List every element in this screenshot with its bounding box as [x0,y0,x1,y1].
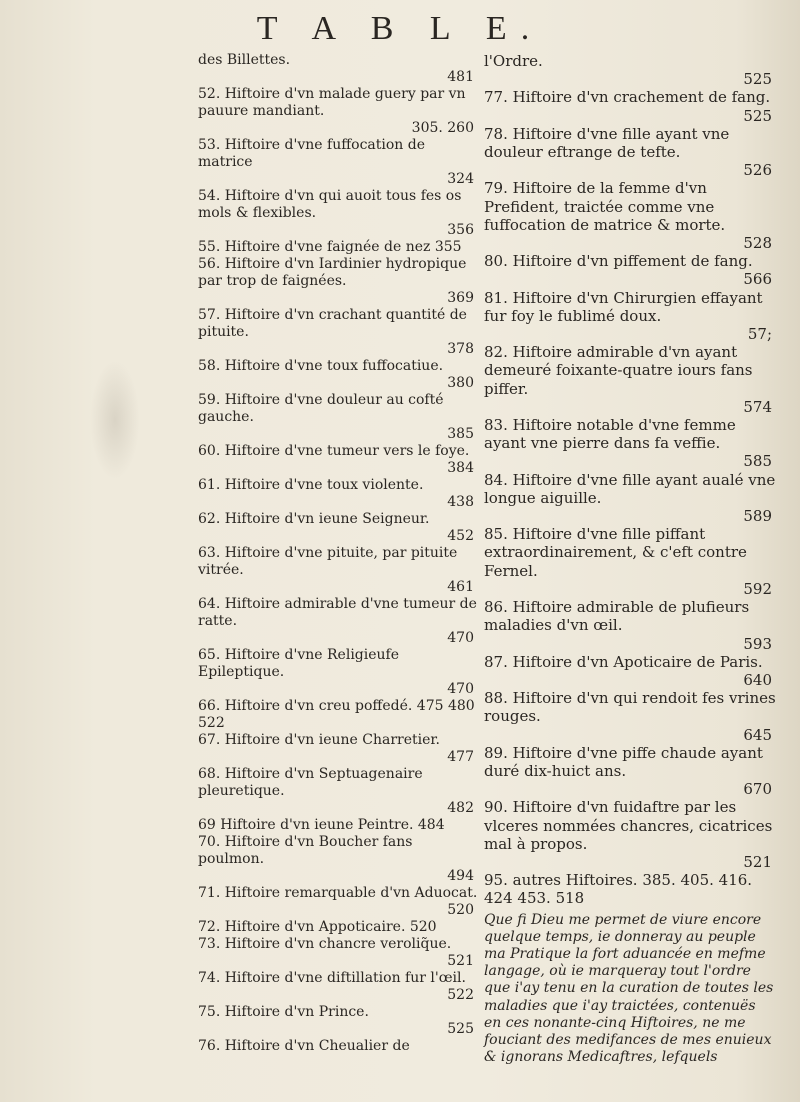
entry-page-number: 380 [447,375,474,391]
index-entry [198,885,478,919]
entry-text: 74. Hiftoire d'vne diftillation fur l'œil. [198,970,466,986]
index-entry [484,252,776,288]
entry-page-number: 481 [447,69,474,85]
entry-page-number: 482 [447,800,474,816]
index-entry [198,239,478,256]
entry-text: 52. Hiftoire d'vn malade guery par vn pauure mandiant. [198,86,466,119]
page-stain [90,360,140,480]
entry-text: 81. Hiftoire d'vn Chirurgien effayant fur foy le fublimé doux. [484,288,763,325]
index-entry [484,179,776,252]
entry-page-number: 589 [743,507,772,526]
entry-text: 60. Hiftoire d'vne tumeur vers le foye. [198,443,470,459]
index-entry [198,358,478,392]
index-entry [198,970,478,1004]
entry-text: 54. Hiftoire d'vn qui auoit tous fes os mols & flexibles. [198,188,462,221]
entry-text: 63. Hiftoire d'vne pituite, par pituite vitrée. [198,545,458,578]
entry-page-number: 452 [447,528,474,544]
index-entry [198,596,478,647]
entry-text: 78. Hiftoire d'vne fille ayant vne douleur eftrange de tefte. [484,124,730,162]
entry-text: 86. Hiftoire admirable de plufieurs maladies d'vn œil. [484,598,750,635]
entry-text: 90. Hiftoire d'vn fuidaftre par les vlceres nommées chancres, cicatrices mal à propos. [484,798,773,853]
entry-text: 89. Hiftoire d'vne piffe chaude ayant duré dix-huict ans. [484,743,763,780]
index-entry [198,732,478,766]
entry-page-number: 592 [743,579,772,598]
entry-page-number: 574 [743,397,772,416]
entry-text: 69 Hiftoire d'vn ieune Peintre. 484 [198,817,445,833]
index-entry [198,52,478,86]
index-entry [484,416,776,471]
entry-page-number: 521 [447,953,474,969]
index-entry [198,86,478,137]
entry-page-number: 526 [743,161,772,180]
page-header: T A B L E. [256,10,544,47]
entry-text: 65. Hiftoire d'vne Religieufe Epileptique. [198,647,400,680]
entry-text: 82. Hiftoire admirable d'vn ayant demeuré foixante-quatre iours fans piffer. [484,343,753,398]
entry-page-number: 522 [447,987,474,1003]
entry-text: 62. Hiftoire d'vn ieune Seigneur. [198,511,430,527]
entry-page-number: 438 [447,494,474,510]
entry-text: 80. Hiftoire d'vn piffement de fang. [484,252,753,271]
index-entry [198,1038,478,1055]
entry-text: 57. Hiftoire d'vn crachant quantité de pituite. [198,307,467,340]
entry-text: des Billettes. [198,52,291,68]
index-entry [484,471,776,526]
entry-page-number: 378 [447,341,474,357]
index-entry [198,766,478,817]
index-entry [484,525,776,598]
entry-page-number: 525 [447,1021,474,1037]
index-entry [198,698,478,732]
entry-text: 61. Hiftoire d'vne toux violente. [198,477,424,493]
entry-page-number: 305. 260 [411,120,474,136]
entry-page-number: 324 [447,171,474,187]
index-entry [198,919,478,936]
index-entry [198,137,478,188]
index-entry [484,689,776,744]
entry-page-number: 470 [447,630,474,646]
entry-text: 67. Hiftoire d'vn ieune Charretier. [198,732,440,748]
entry-page-number: 384 [447,460,474,476]
entry-text: 68. Hiftoire d'vn Septuagenaire pleuretique. [198,766,423,799]
closing-note: Que fi Dieu me permet de viure encore quelque temps, ie donneray au peuple ma Pratique la fort aduancée en mefme langage, où ie marqueray tout l'ordre que i'ay tenu en la curation de toutes les maladies que i'ay traictées, contenuës en ces nonante-cinq Hiftoires, ne me fouciant des medifances de mes enuieux & ignorans Medicaftres, lefquels [484,911,774,1066]
entry-text: 71. Hiftoire remarquable d'vn Aduocat. [198,885,478,901]
entry-page-number: 521 [743,852,772,871]
index-entry [484,88,776,124]
index-entry [198,443,478,477]
index-entry [484,653,776,689]
entry-text: 77. Hiftoire d'vn crachement de fang. [484,88,771,107]
entry-text: 84. Hiftoire d'vne fille ayant aualé vne longue aiguille. [484,470,776,507]
entry-page-number: 525 [743,106,772,125]
entry-text: 73. Hiftoire d'vn chancre veroliq̃ue. [198,936,452,952]
entry-text: 72. Hiftoire d'vn Appoticaire. 520 [198,919,437,935]
entry-page-number: 369 [447,290,474,306]
entry-page-number: 593 [743,634,772,653]
entry-text: 70. Hiftoire d'vn Boucher fans poulmon. [198,834,413,867]
left-column [198,52,478,1055]
entry-text: 79. Hiftoire de la femme d'vn Prefident, traictée comme vne fuffocation de matrice & morte. [484,179,726,234]
index-entry [198,307,478,358]
index-entry [198,392,478,443]
index-entry [484,798,776,871]
entry-page-number: 640 [743,670,772,689]
entry-page-number: 494 [447,868,474,884]
index-entry [198,817,478,834]
index-entry [198,1004,478,1038]
entry-page-number: 57; [747,325,772,344]
index-entry [484,52,776,88]
entry-page-number: 520 [447,902,474,918]
index-entry [484,289,776,344]
index-entry [198,477,478,511]
entry-text: 87. Hiftoire d'vn Apoticaire de Paris. [484,652,763,671]
index-entry [198,936,478,970]
entry-text: 59. Hiftoire d'vne douleur au cofté gauche. [198,392,444,425]
index-entry [198,647,478,698]
index-entry [198,188,478,239]
entry-page-number: 645 [743,725,772,744]
entry-page-number: 566 [743,270,772,289]
entry-page-number: 585 [743,452,772,471]
entry-page-number: 461 [447,579,474,595]
index-entry [484,125,776,180]
entry-page-number: 356 [447,222,474,238]
index-entry [484,343,776,416]
index-entry [198,511,478,545]
entry-text: 95. autres Hiftoires. 385. 405. 416. 424 453. 518 [484,871,753,908]
index-entry [198,834,478,885]
index-entry [484,598,776,653]
entry-text: 56. Hiftoire d'vn Iardinier hydropique par trop de faignées. [198,256,467,289]
entry-text: 64. Hiftoire admirable d'vne tumeur de ratte. [198,596,477,629]
index-entry [484,871,776,907]
entry-text: 83. Hiftoire notable d'vne femme ayant vne pierre dans fa veffie. [484,416,736,453]
entry-page-number: 385 [447,426,474,442]
right-column [484,52,776,1066]
entry-text: 58. Hiftoire d'vne toux fuffocatiue. [198,358,444,374]
index-entry [198,545,478,596]
entry-page-number: 528 [743,234,772,253]
entry-text: l'Ordre. [484,52,543,70]
index-entry [484,744,776,799]
entry-text: 88. Hiftoire d'vn qui rendoit fes vrines rouges. [484,689,776,726]
entry-page-number: 477 [447,749,474,765]
entry-page-number: 670 [743,780,772,799]
entry-text: 76. Hiftoire d'vn Cheualier de [198,1038,410,1054]
entry-page-number: 525 [743,70,772,89]
entry-text: 53. Hiftoire d'vne fuffocation de matrice [198,137,426,170]
entry-text: 55. Hiftoire d'vne faignée de nez 355 [198,239,462,255]
entry-page-number: 470 [447,681,474,697]
entry-text: 66. Hiftoire d'vn creu poffedé. 475 480 522 [198,698,475,731]
entry-text: 75. Hiftoire d'vn Prince. [198,1004,369,1020]
entry-text: 85. Hiftoire d'vne fille piffant extraordinairement, & c'eft contre Fernel. [484,525,747,580]
index-entry [198,256,478,307]
